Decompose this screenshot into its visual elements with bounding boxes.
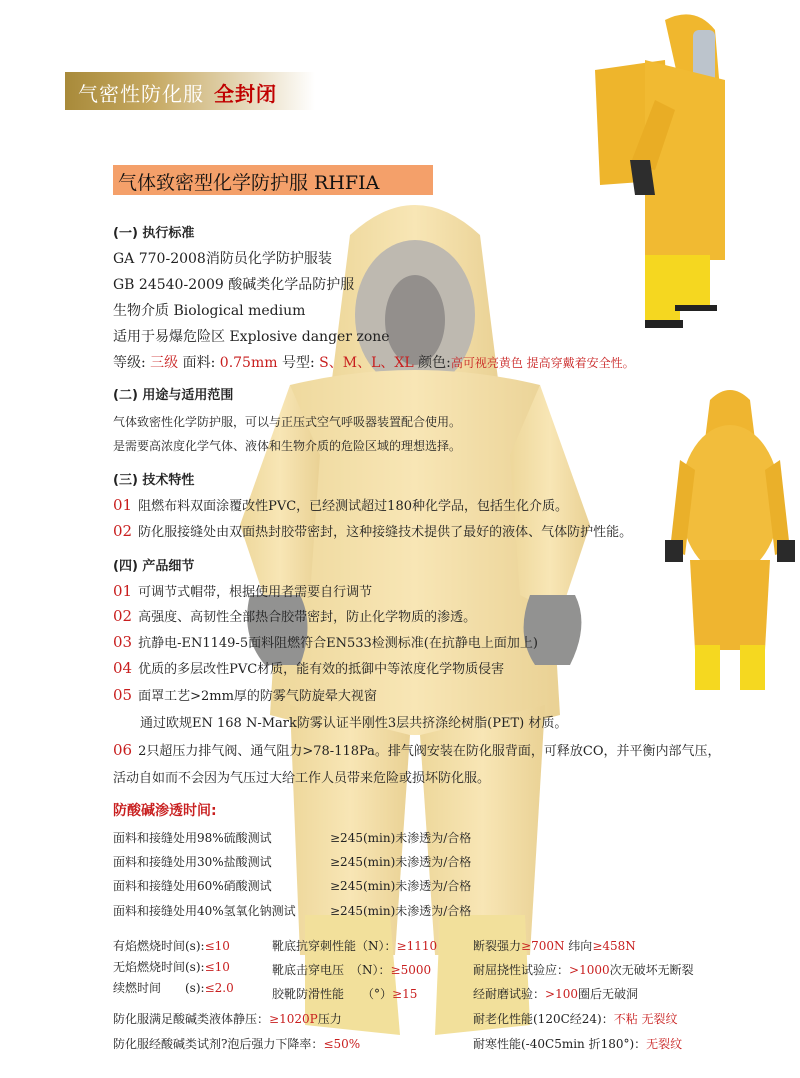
item-text: 优质的多层改性PVC材质，能有效的抵御中等浓度化学物质侵害 (138, 662, 505, 677)
spec-label: 耐屈挠性试验应： (473, 963, 570, 977)
spec-suffix: 压力 (317, 1012, 342, 1026)
spec-value: ≥458N (592, 939, 636, 953)
spec-label: 防化服经酸碱类试剂?泡后强力下降率： (113, 1037, 324, 1051)
standard-line: GB 24540-2009 酸碱类化学品防护服 (113, 277, 355, 293)
back-suit-image (665, 380, 795, 700)
detail-item-continued: 通过欧规EN 168 N-Mark防雾认证半刚性3层共挤涤纶树脂(PET) 材质。 (140, 716, 568, 731)
spec-cold-resistance (473, 1035, 682, 1052)
section-2-heading: (二) 用途与适用范围 (113, 388, 234, 403)
spec-breakdown-voltage (272, 961, 431, 978)
spec-label: 经耐磨试验： (473, 987, 546, 1001)
permeation-test: 面料和接缝处用30%盐酸测试 (113, 855, 272, 869)
item-number: 01 (113, 582, 133, 600)
standard-line: 适用于易爆危险区 Explosive danger zone (113, 329, 390, 345)
detail-item (113, 658, 504, 677)
tech-feature-item (113, 521, 632, 540)
spec-summary-line (113, 352, 635, 372)
banner-highlight: 全封闭 (214, 82, 277, 106)
item-text: 防化服接缝处由双面热封胶带密封，这种接缝技术提供了最好的液体、气体防护性能。 (138, 525, 633, 540)
spec-label: 耐老化性能(120C经24)： (473, 1012, 614, 1026)
section-3-heading: (三) 技术特性 (113, 473, 195, 488)
grade-value: 三级 (150, 355, 179, 371)
spec-value: ≥1110 (396, 939, 438, 953)
spec-label: 无焰燃烧时间(s): (113, 960, 205, 974)
grade-label: 等级: (113, 355, 146, 371)
spec-label: 靴底抗穿刺性能（N）： (272, 939, 397, 953)
fabric-value: 0.75mm (219, 355, 278, 371)
tech-feature-item (113, 495, 568, 514)
spec-label: 断裂强力 (473, 939, 522, 953)
spec-anti-slip (272, 985, 417, 1002)
front-suit-image (230, 195, 600, 1055)
side-suit-image (575, 0, 775, 340)
spec-value: ≥700N (521, 939, 565, 953)
spec-aging (473, 1010, 678, 1027)
detail-item (113, 606, 476, 625)
detail-item (113, 632, 538, 651)
item-number: 02 (113, 607, 133, 625)
spec-label: 纬向 (564, 939, 593, 953)
product-title: 气体致密型化学防护服 RHFIA (118, 172, 380, 194)
spec-value: ≤10 (204, 960, 230, 974)
spec-value: ≥1020P (269, 1012, 318, 1026)
banner-title (78, 78, 277, 107)
spec-abrasion (473, 985, 638, 1002)
fabric-label: 面料: (182, 355, 216, 371)
spec-value: ≤2.0 (204, 981, 234, 995)
item-text: 阻燃布料双面涂覆改性PVC，已经测试超过180种化学品，包括生化介质。 (138, 499, 568, 514)
spec-value: 不粘 无裂纹 (613, 1012, 678, 1026)
item-number: 02 (113, 522, 133, 540)
spec-puncture (272, 937, 437, 954)
spec-value: >100 (545, 987, 578, 1001)
section-4-heading: (四) 产品细节 (113, 559, 195, 574)
spec-afterflame-time (113, 979, 234, 996)
spec-label: 防化服满足酸碱类液体静压： (113, 1012, 270, 1026)
spec-label: 靴底击穿电压 （N）： (272, 963, 391, 977)
detail-item (113, 740, 721, 759)
item-text: 抗静电-EN1149-5面料阻燃符合EN533检测标准(在抗静电上面加上) (138, 636, 538, 651)
color-label: 颜色: (418, 355, 451, 371)
spec-flame-time (113, 937, 230, 954)
spec-glow-time (113, 958, 230, 975)
item-number: 05 (113, 686, 133, 704)
detail-item-continued: 活动自如而不会因为气压过大给工作人员带来危险或损坏防化服。 (113, 771, 491, 786)
permeation-title: 防酸碱渗透时间: (113, 803, 217, 819)
item-text: 可调节式帽带，根据使用者需要自行调节 (138, 585, 373, 600)
size-value: S、M、L、XL (319, 355, 414, 371)
permeation-result: ≥245(min)未渗透为/合格 (330, 879, 472, 893)
color-value: 高可视亮黄色 提高穿戴着安全性。 (450, 356, 635, 370)
size-label: 号型: (281, 355, 315, 371)
permeation-result: ≥245(min)未渗透为/合格 (330, 831, 472, 845)
spec-value: ≤50% (323, 1037, 361, 1051)
permeation-result: ≥245(min)未渗透为/合格 (330, 904, 472, 918)
spec-label: 耐寒性能(-40C5min 折180°)： (473, 1037, 647, 1051)
detail-item (113, 581, 372, 600)
item-number: 01 (113, 496, 133, 514)
spec-label: 胶靴防滑性能 （°） (272, 987, 393, 1001)
spec-suffix: 圈后无破洞 (577, 987, 638, 1001)
item-number: 04 (113, 659, 133, 677)
spec-hydrostatic (113, 1010, 342, 1027)
spec-strength-loss (113, 1035, 360, 1052)
usage-line: 是需要高浓度化学气体、液体和生物介质的危险区域的理想选择。 (113, 439, 462, 453)
permeation-test: 面料和接缝处用60%硝酸测试 (113, 879, 272, 893)
permeation-test: 面料和接缝处用40%氢氧化钠测试 (113, 904, 296, 918)
spec-breaking-strength (473, 937, 636, 954)
item-text: 2只超压力排气阀、通气阻力>78-118Pa。排气阀安装在防化服背面，可释放CO，并平衡内部气压， (138, 744, 721, 759)
spec-label: 续燃时间 (s): (113, 981, 205, 995)
spec-value: ≥5000 (390, 963, 432, 977)
permeation-test: 面料和接缝处用98%硫酸测试 (113, 831, 272, 845)
spec-label: 有焰燃烧时间(s): (113, 939, 205, 953)
spec-value: >1000 (569, 963, 610, 977)
permeation-result: ≥245(min)未渗透为/合格 (330, 855, 472, 869)
item-number: 06 (113, 741, 133, 759)
item-text: 面罩工艺>2mm厚的防雾气防旋晕大视窗 (138, 689, 377, 704)
standard-line: 生物介质 Biological medium (113, 303, 306, 319)
item-number: 03 (113, 633, 133, 651)
spec-value: ≥15 (392, 987, 418, 1001)
spec-flex-test (473, 961, 694, 978)
item-text: 高强度、高韧性全部热合胶带密封，防止化学物质的渗透。 (138, 610, 477, 625)
standard-line: GA 770-2008消防员化学防护服装 (113, 251, 332, 267)
section-1-heading: (一) 执行标准 (113, 226, 195, 241)
detail-item (113, 685, 377, 704)
banner-title-text: 气密性防化服 (78, 82, 204, 106)
spec-value: ≤10 (204, 939, 230, 953)
spec-value: 无裂纹 (646, 1037, 683, 1051)
spec-suffix: 次无破坏无断裂 (609, 963, 694, 977)
usage-line: 气体致密性化学防护服，可以与正压式空气呼吸器装置配合使用。 (113, 415, 462, 429)
